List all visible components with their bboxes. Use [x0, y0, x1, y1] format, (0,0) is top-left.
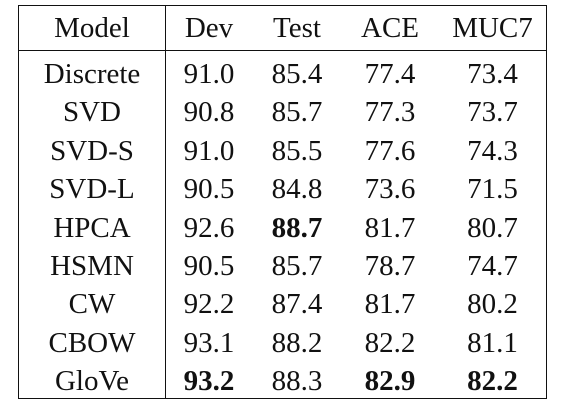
score-cell-ace: 73.6 [364, 173, 416, 206]
header-test: Test [273, 12, 321, 44]
header-ace: ACE [361, 12, 419, 44]
score-cell-test: 88.3 [271, 365, 323, 398]
header-model: Model [54, 12, 130, 44]
score-cell-muc7: 81.1 [467, 326, 518, 359]
score-cell-dev: 91.0 [183, 134, 235, 167]
score-cell-test: 87.4 [271, 288, 323, 321]
score-cell-ace: 81.7 [364, 211, 416, 244]
score-cell-muc7: 74.7 [467, 250, 518, 282]
header-muc7: MUC7 [452, 12, 533, 44]
score-cell-muc7: 74.3 [467, 134, 518, 167]
score-cell-dev: 90.5 [183, 173, 235, 206]
model-name-cell: HSMN [50, 250, 134, 282]
score-cell-ace: 81.7 [364, 288, 416, 321]
score-cell-muc7: 80.7 [467, 211, 518, 244]
score-cell-ace: 77.6 [364, 134, 416, 167]
score-cell-muc7: 73.4 [467, 58, 518, 90]
table-header-row [19, 6, 546, 51]
model-name-cell: SVD-S [50, 134, 134, 167]
score-cell-ace: 78.7 [364, 250, 416, 282]
model-name-cell: CBOW [48, 326, 136, 359]
score-cell-test: 85.4 [271, 58, 323, 90]
model-name-cell: GloVe [54, 365, 130, 398]
score-cell-test: 88.2 [271, 326, 323, 359]
score-cell-dev: 92.2 [183, 288, 235, 321]
score-cell-ace: 77.4 [364, 58, 416, 90]
score-cell-muc7: 82.2 [467, 365, 518, 398]
score-cell-test: 88.7 [271, 211, 323, 244]
score-cell-test: 85.7 [271, 250, 323, 282]
score-cell-ace: 82.2 [364, 326, 416, 359]
model-name-cell: SVD-L [49, 173, 135, 206]
model-name-cell: Discrete [43, 58, 141, 90]
score-cell-muc7: 73.7 [467, 96, 518, 129]
score-cell-ace: 77.3 [364, 96, 416, 129]
score-cell-ace: 82.9 [364, 365, 416, 398]
score-cell-muc7: 80.2 [467, 288, 518, 321]
score-cell-dev: 90.5 [183, 250, 235, 282]
score-cell-dev: 93.2 [183, 365, 235, 398]
score-cell-dev: 90.8 [183, 96, 235, 129]
model-name-cell: HPCA [53, 211, 131, 244]
score-cell-muc7: 71.5 [467, 173, 518, 206]
results-table [18, 5, 547, 399]
model-name-cell: CW [68, 288, 116, 321]
score-cell-dev: 93.1 [183, 326, 235, 359]
score-cell-dev: 92.6 [183, 211, 235, 244]
score-cell-test: 85.7 [271, 96, 323, 129]
score-cell-test: 85.5 [271, 134, 323, 167]
score-cell-test: 84.8 [271, 173, 323, 206]
score-cell-dev: 91.0 [183, 58, 235, 90]
model-name-cell: SVD [62, 96, 121, 129]
header-dev: Dev [184, 12, 234, 44]
